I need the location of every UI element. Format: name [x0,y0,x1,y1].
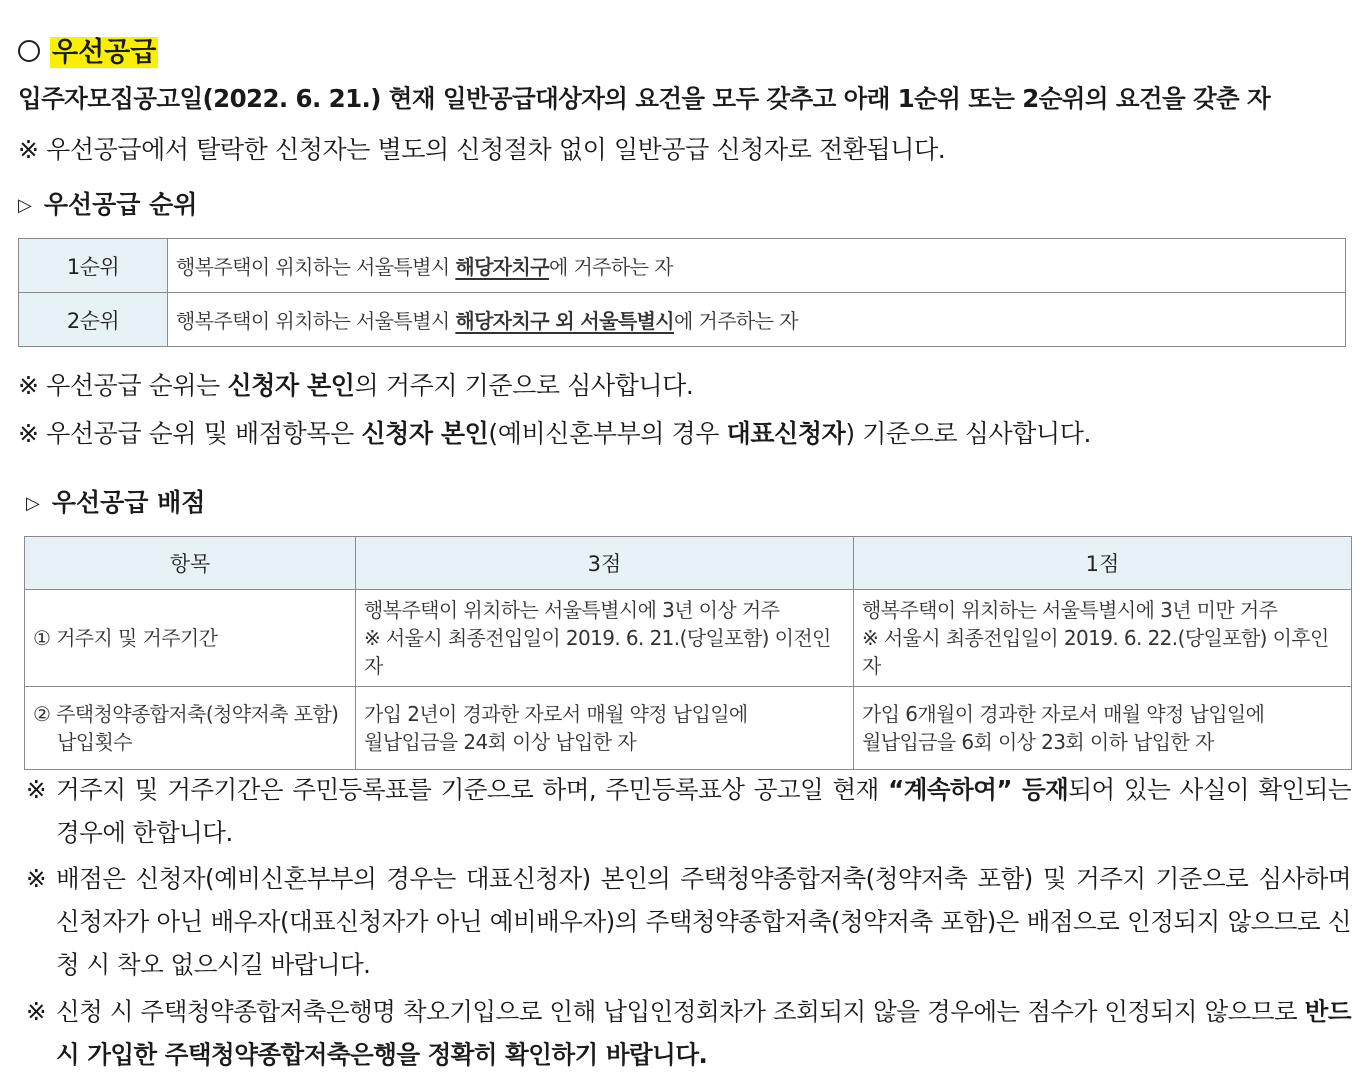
footnote-emphasis: “계속하여” 등재 [888,775,1069,804]
table-header-row [25,537,1352,590]
section-title [18,30,1354,69]
table-row [25,590,1352,687]
rank-desc-prefix: 행복주택이 위치하는 서울특별시 [176,255,456,279]
eligibility-intro: 입주자모집공고일(2022. 6. 21.) 현재 일반공급대상자의 요건을 모두 갖추고 아래 1순위 또는 2순위의 요건을 갖춘 자 [18,84,1271,113]
rank-label: 1순위 [19,239,168,293]
footnote-text: 신청 시 주택청약종합저축은행명 착오기입으로 인해 납입인정회차가 조회되지 않을 경우에는 점수가 인정되지 않으므로 [56,997,1305,1026]
score-item [25,590,356,687]
rank-label: 2순위 [19,293,168,347]
score-cell-line: ※ 서울시 최종전입일이 2019. 6. 22.(당일포함) 이후인 자 [862,626,1329,678]
scoring-heading-text: 우선공급 배점 [51,488,206,517]
note-text: ) 기준으로 심사합니다. [845,419,1092,448]
footnote-scoring-basis [26,857,1351,986]
score-one-point [854,590,1352,687]
table-row [19,239,1346,293]
note-emphasis: 대표신청자 [726,419,846,448]
score-cell-line: 가입 2년이 경과한 자로서 매월 약정 납입일에 [364,702,748,726]
column-header: 1점 [854,537,1352,590]
score-item-text: ① 거주지 및 거주기간 [33,626,218,650]
ranking-heading [18,185,1354,221]
score-three-points [356,590,854,687]
footnote-emphasis: 반드시 가입한 주택청약종합저축은행을 정확히 확인하기 바랍니다. [56,997,1351,1069]
score-cell-line: 월납입금을 24회 이상 납입한 자 [364,730,636,754]
scoring-table [24,536,1352,770]
score-three-points [356,687,854,770]
score-cell-line: 월납입금을 6회 이상 23회 이하 납입한 자 [862,730,1214,754]
score-cell-line: 행복주택이 위치하는 서울특별시에 3년 미만 거주 [862,598,1278,622]
ranking-heading-text: 우선공급 순위 [43,190,198,219]
note-emphasis: 신청자 본인 [227,371,355,400]
rank-desc-suffix: 에 거주하는 자 [548,255,673,279]
note-emphasis: 신청자 본인 [361,419,489,448]
score-item [25,687,356,770]
note-text: 우선공급 순위는 [38,371,228,400]
score-cell-line: ※ 서울시 최종전입일이 2019. 6. 21.(당일포함) 이전인 자 [364,626,831,678]
rank-desc-emphasis: 해당자치구 외 서울특별시 [455,309,675,333]
note-mark: ※ [26,775,47,804]
footnote-text: 되어 있는 사실이 확인되는 경우에 한합니다. [56,775,1351,847]
footnote-bank-name [26,990,1351,1076]
table-row [19,293,1346,347]
circle-bullet-icon [18,40,40,62]
rank-description [168,293,1346,347]
note-rank-basis [18,366,1354,402]
footnote-text: 배점은 신청자(예비신혼부부의 경우는 대표신청자) 본인의 주택청약종합저축(청약저축 포함) 및 거주지 기준으로 심사하며 신청자가 아닌 배우자(대표신청자가 아닌 예비배우자)의 주택청약종합저축(청약저축 포함)은 배점으로 인정되지 않으므로 신청 시 착오 없으시길 바랍니다. [56,864,1351,979]
note-mark: ※ [18,371,39,400]
ranking-table [18,238,1346,347]
section-title-text: 우선공급 [52,37,157,68]
note-text: 의 거주지 기준으로 심사합니다. [354,371,694,400]
column-header: 항목 [25,537,356,590]
rank-desc-prefix: 행복주택이 위치하는 서울특별시 [176,309,456,333]
score-item-text: ② 주택청약종합저축(청약저축 포함) [33,702,339,726]
footnote-text: 거주지 및 거주기간은 주민등록표를 기준으로 하며, 주민등록표상 공고일 현재 [56,775,889,804]
note-text: 우선공급 순위 및 배점항목은 [38,419,362,448]
score-item-text: 납입횟수 [57,730,132,754]
score-cell-line: 가입 6개월이 경과한 자로서 매월 약정 납입일에 [862,702,1265,726]
triangle-bullet-icon: ▷ [18,195,32,216]
score-cell-line: 행복주택이 위치하는 서울특별시에 3년 이상 거주 [364,598,780,622]
note-text: (예비신혼부부의 경우 [488,419,727,448]
rank-description [168,239,1346,293]
note-mark: ※ [26,864,47,893]
score-one-point [854,687,1352,770]
rank-desc-suffix: 에 거주하는 자 [674,309,798,333]
note-mark: ※ [26,997,47,1026]
triangle-bullet-icon: ▷ [26,493,40,514]
column-header: 3점 [356,537,854,590]
table-row [25,687,1352,770]
rank-desc-emphasis: 해당자치구 [455,255,549,279]
note-switch: ※ 우선공급에서 탈락한 신청자는 별도의 신청절차 없이 일반공급 신청자로 전환됩니다. [18,135,946,164]
note-mark: ※ [18,419,39,448]
note-score-basis [18,414,1354,450]
scoring-heading [26,483,1354,519]
footnote-residence [26,768,1351,854]
